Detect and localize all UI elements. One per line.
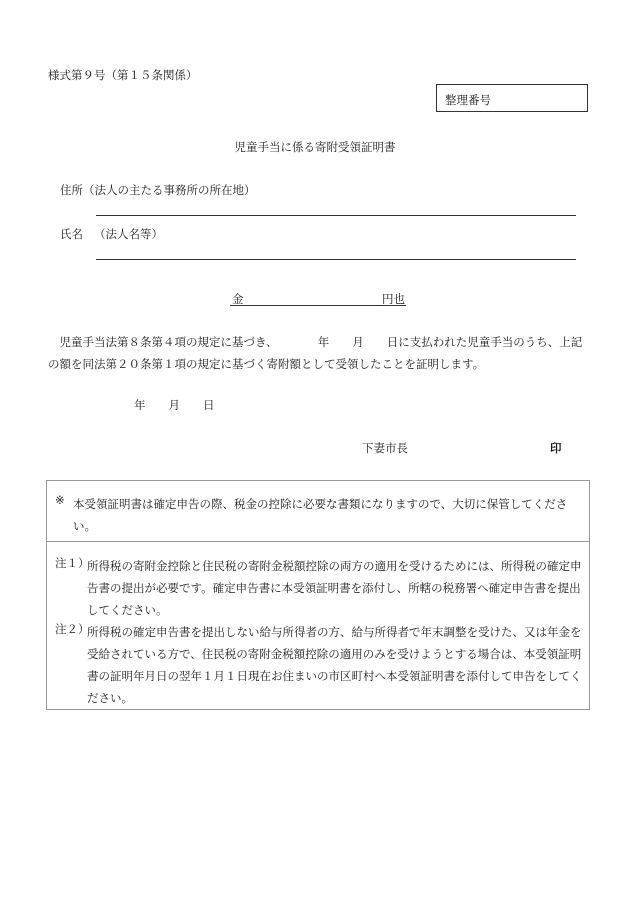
reference-number-label: 整理番号 (445, 93, 491, 107)
name-label: 氏名 (60, 227, 83, 241)
amount-prefix: 金 (232, 292, 244, 306)
signature-title: 下妻市長 (362, 441, 408, 455)
amount-suffix: 円也 (382, 292, 405, 306)
address-label: 住所（法人の主たる事務所の所在地） (60, 183, 256, 197)
reference-number-box[interactable] (436, 84, 588, 112)
note-1-text: 所得税の寄附金控除と住民税の寄附金税額控除の両方の適用を受けるためには、所得税の確定申告書の提出が必要です。確定申告書に本受領証明書を添付し、所轄の税務署へ確定申告書を提出してください。 (87, 559, 582, 617)
seal-mark: 印 (550, 441, 562, 455)
name-sub-label: （法人名等） (94, 227, 163, 241)
notice-text: 本受領証明書は確定申告の際、税金の控除に必要な書類になりますので、大切に保管してください。 (73, 497, 568, 533)
amount-line[interactable] (230, 305, 406, 306)
notice-box (46, 480, 590, 710)
issue-date: 年 月 日 (134, 398, 215, 412)
name-line[interactable] (96, 259, 576, 260)
page-title: 児童手当に係る寄附受領証明書 (234, 140, 396, 154)
certification-text: 児童手当法第８条第４項の規定に基づき、 年 月 日に支払われた児童手当のうち、上記の額を同法第２０条第１項の規定に基づく寄附額として受領したことを証明します。 (48, 335, 583, 371)
notice-divider (47, 541, 589, 542)
address-line[interactable] (96, 215, 576, 216)
form-number: 様式第９号（第１５条関係） (48, 68, 198, 82)
note-2-label: 注２） (55, 622, 90, 636)
asterisk-icon: ※ (55, 493, 65, 507)
note-2-text: 所得税の確定申告書を提出しない給与所得者の方、給与所得者で年末調整を受けた、又は年金を受給されている方で、住民税の寄附金税額控除の適用のみを受けようとする場合は、本受領証明書の証明年月日の翌年１月１日現在お住まいの市区町村へ本受領証明書を添付して申告をしてください。 (87, 625, 582, 705)
note-1-label: 注１） (55, 556, 90, 570)
